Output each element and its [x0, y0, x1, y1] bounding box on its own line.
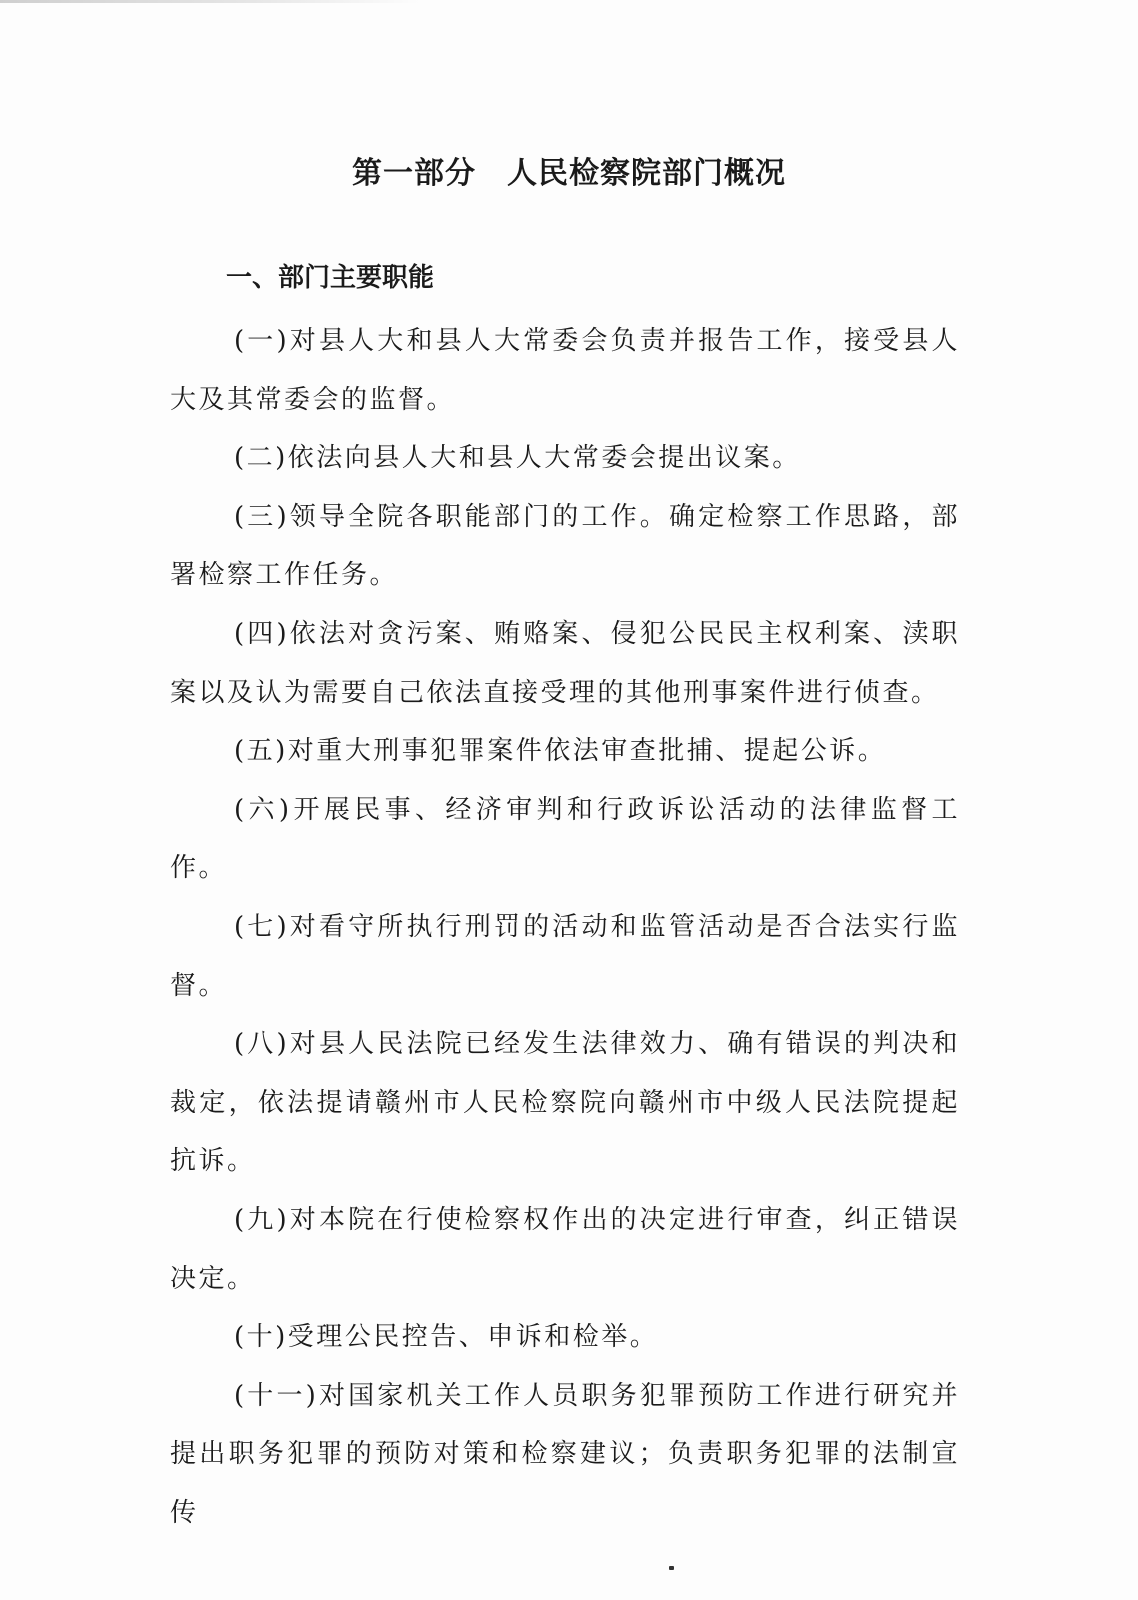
- page-mark: [669, 1566, 674, 1570]
- scan-edge-artifact: [0, 0, 420, 3]
- page-title: 第一部分 人民检察院部门概况: [352, 156, 786, 191]
- paragraph-3: (三)领导全院各职能部门的工作。确定检察工作思路，部署检察工作任务。: [170, 501, 960, 591]
- paragraph-6: (六)开展民事、经济审判和行政诉讼活动的法律监督工作。: [170, 794, 960, 884]
- paragraph-10: (十)受理公民控告、申诉和检举。: [234, 1322, 659, 1353]
- body-text: [170, 312, 960, 1542]
- paragraph-7: (七)对看守所执行刑罚的活动和监管活动是否合法实行监督。: [170, 911, 960, 1001]
- paragraph-11: (十一)对国家机关工作人员职务犯罪预防工作进行研究并提出职务犯罪的预防对策和检察建议；负责职务犯罪的法制宣传: [170, 1380, 960, 1528]
- paragraph-8: (八)对县人民法院已经发生法律效力、确有错误的判决和裁定，依法提请赣州市人民检察院向赣州市中级人民法院提起抗诉。: [170, 1029, 960, 1177]
- paragraph-2: (二)依法向县人大和县人大常委会提出议案。: [234, 443, 801, 474]
- paragraph-1: (一)对县人大和县人大常委会负责并报告工作，接受县人大及其常委会的监督。: [170, 326, 960, 415]
- paragraph-9: (九)对本院在行使检察权作出的决定进行审查，纠正错误决定。: [170, 1204, 960, 1294]
- paragraph-4: (四)依法对贪污案、贿赂案、侵犯公民民主权利案、渎职案以及认为需要自己依法直接受理的其他刑事案件进行侦查。: [170, 618, 960, 708]
- paragraph-5: (五)对重大刑事犯罪案件依法审查批捕、提起公诉。: [234, 736, 887, 767]
- section-heading: 一、部门主要职能: [226, 263, 435, 293]
